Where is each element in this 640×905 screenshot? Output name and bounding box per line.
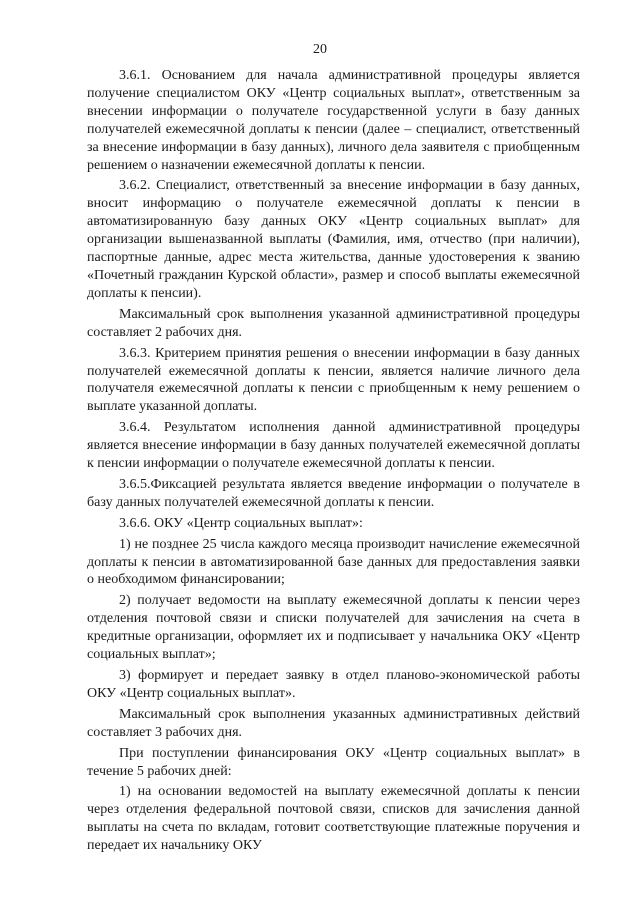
paragraph-3-6-5: 3.6.5.Фиксацией результата является введение информации о получателе в базу данных получателей ежемесячной доплаты к пенсии. (87, 476, 580, 510)
paragraph-3-6-2: 3.6.2. Специалист, ответственный за внесение информации в базу данных, вносит информацию о получателе ежемесячной доплаты к пенсии в автоматизированную базу данных ОКУ «Центр социальных выплат» для организации вышеназванной выплаты (Фамилия, имя, отчество (при наличии), паспортные данные, адрес места жительства, данные удостоверения к званию «Почетный гражданин Курской области», размер и способ выплаты ежемесячной доплаты к пенсии). (87, 178, 580, 301)
list-item-1: 1) не позднее 25 числа каждого месяца производит начисление ежемесячной доплаты к пенсии в автоматизированной базе данных для предоставления заявки о необходимом финансировании; (87, 536, 580, 588)
list-item-financing-1: 1) на основании ведомостей на выплату ежемесячной доплаты к пенсии через отделения федеральной почтовой связи, списков для зачисления данной выплаты на счета по вкладам, готовит соответствующие платежные поручения и передает их начальнику ОКУ (87, 784, 580, 854)
list-item-2: 2) получает ведомости на выплату ежемесячной доплаты к пенсии через отделения почтовой связи и списки получателей для зачисления на счета в кредитные организации, оформляет их и подписывает у начальника ОКУ «Центр социальных выплат»; (87, 593, 580, 663)
paragraph-max-term-3-days: Максимальный срок выполнения указанных административных действий составляет 3 рабочих дня. (87, 706, 580, 740)
page-number: 20 (313, 42, 327, 57)
list-item-3: 3) формирует и передает заявку в отдел планово-экономической работы ОКУ «Центр социальных выплат». (87, 668, 580, 701)
paragraph-3-6-4: 3.6.4. Результатом исполнения данной административной процедуры является внесение информации в базу данных получателей ежемесячной доплаты к пенсии информации о получателе ежемесячной доплаты к пенсии. (87, 420, 580, 472)
paragraph-3-6-6: 3.6.6. ОКУ «Центр социальных выплат»: (119, 515, 363, 531)
paragraph-financing: При поступлении финансирования ОКУ «Центр социальных выплат» в течение 5 рабочих дней: (87, 745, 580, 779)
document-body (87, 67, 580, 855)
paragraph-3-6-1: 3.6.1. Основанием для начала административной процедуры является получение специалистом ОКУ «Центр социальных выплат», ответственным за внесении информации о получателе государственной услуги в базу данных получателей ежемесячной доплаты к пенсии (далее – специалист, ответственный за внесение информации в базу данных), личного дела заявителя с приобщенным решением о назначении ежемесячной доплаты к пенсии. (87, 68, 580, 173)
paragraph-3-6-3: 3.6.3. Критерием принятия решения о внесении информации в базу данных получателей ежемесячной доплаты к пенсии, является наличие личного дела получателя ежемесячной доплаты к пенсии с приобщенным к нему решением о выплате указанной доплаты. (87, 345, 580, 415)
paragraph-max-term-2-days: Максимальный срок выполнения указанной административной процедуры составляет 2 рабочих дня. (87, 306, 580, 340)
